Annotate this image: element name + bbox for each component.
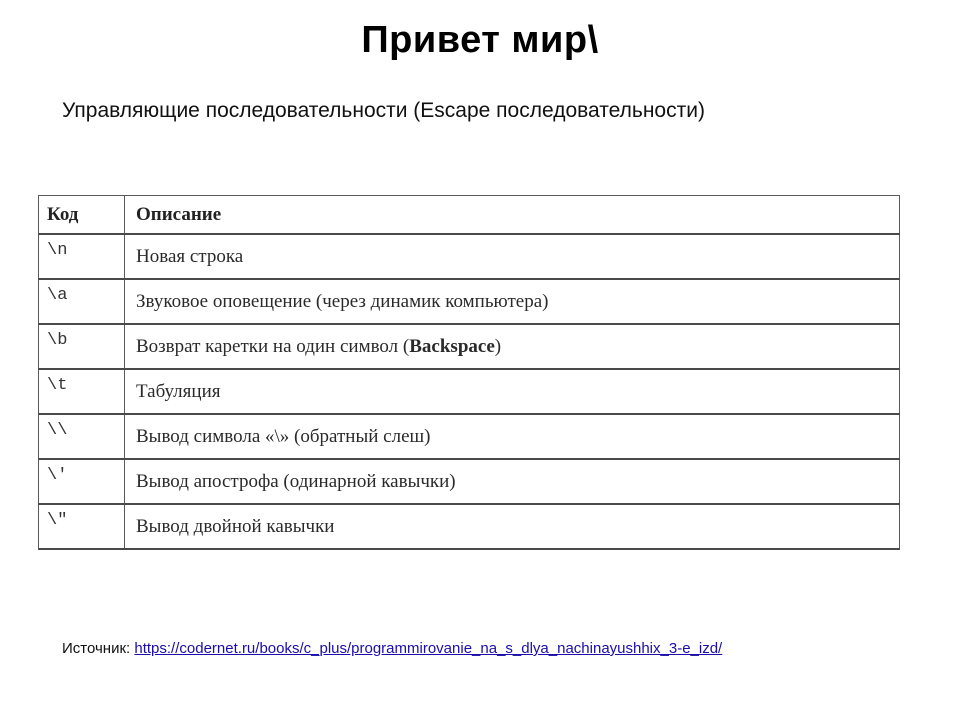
code-cell: \a [39, 279, 125, 324]
description-cell: Вывод символа «\» (обратный слеш) [125, 414, 900, 459]
column-header-code: Код [39, 196, 125, 235]
code-cell: \' [39, 459, 125, 504]
source-label: Источник: [62, 640, 135, 657]
table-row [39, 504, 900, 549]
slide-title: Привет мир\ [361, 19, 599, 61]
slide-subtitle: Управляющие последовательности (Escape последовательности) [62, 99, 705, 122]
table-row [39, 459, 900, 504]
table-row [39, 369, 900, 414]
table-row [39, 414, 900, 459]
table-row [39, 324, 900, 369]
code-cell: \t [39, 369, 125, 414]
description-cell: Звуковое оповещение (через динамик компьютера) [125, 279, 900, 324]
description-cell: Табуляция [125, 369, 900, 414]
code-cell: \b [39, 324, 125, 369]
column-header-description: Описание [125, 196, 900, 235]
description-cell [125, 324, 900, 369]
code-cell: \\ [39, 414, 125, 459]
table-row [39, 279, 900, 324]
source-line [62, 638, 722, 660]
escape-sequences-table [38, 195, 900, 550]
table-header-row [39, 196, 900, 235]
table-row [39, 234, 900, 279]
description-cell: Новая строка [125, 234, 900, 279]
description-cell: Вывод апострофа (одинарной кавычки) [125, 459, 900, 504]
source-link[interactable]: https://codernet.ru/books/c_plus/programmirovanie_na_s_dlya_nachinayushhix_3-e_izd/ [134, 640, 723, 657]
description-text: ) [494, 335, 502, 357]
code-cell: \" [39, 504, 125, 549]
description-cell: Вывод двойной кавычки [125, 504, 900, 549]
description-text: Возврат каретки на один символ ( [136, 335, 410, 357]
code-cell: \n [39, 234, 125, 279]
description-bold-text: Backspace [409, 335, 495, 357]
